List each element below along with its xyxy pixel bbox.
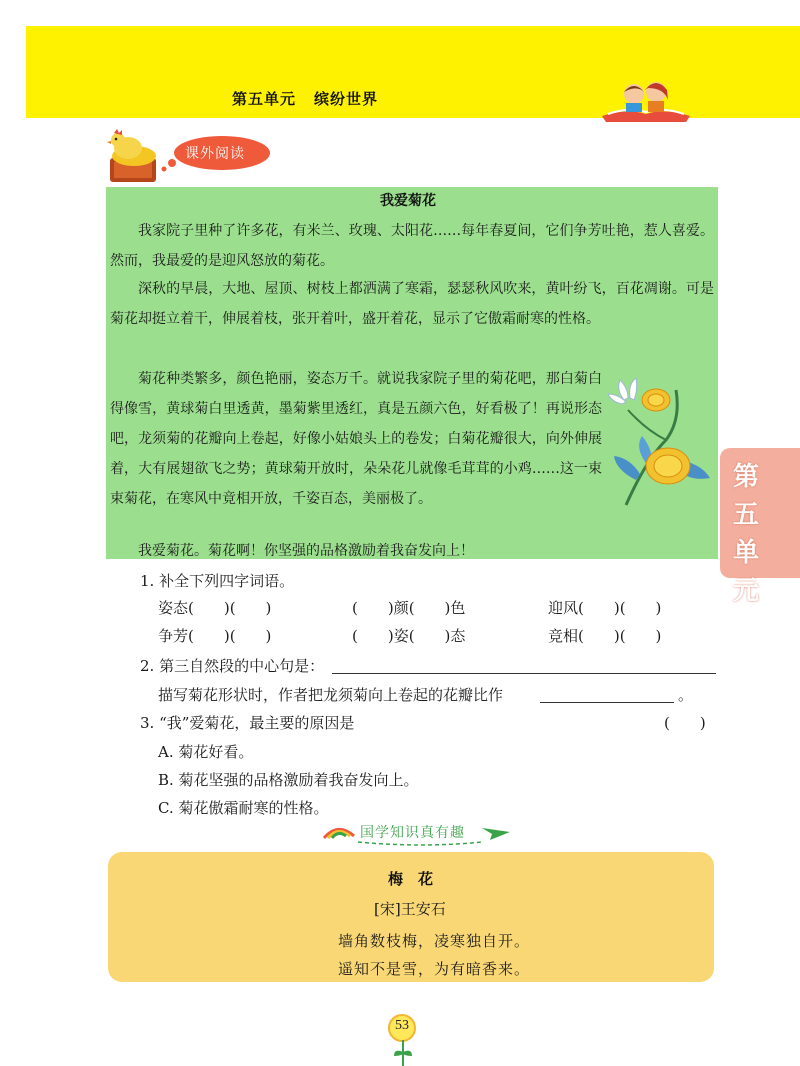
question-3-option-c: C. 菊花傲霜耐寒的性格。 (158, 799, 329, 817)
question-3-option-a: A. 菊花好看。 (158, 743, 254, 761)
q1-item: 迎风( )( ) (548, 599, 662, 617)
reading-label: 课外阅读 (185, 146, 245, 162)
poem-line-2: 遥知不是雪，为有暗香来。 (338, 960, 531, 978)
chrysanthemum-illustration (606, 370, 718, 510)
question-3-stem: 3. “我”爱菊花，最主要的原因是 (140, 714, 355, 732)
unit-name: 第五单元 (232, 90, 297, 108)
poem-title: 梅 花 (388, 870, 434, 888)
passage-title: 我爱菊花 (380, 193, 436, 209)
flower-stem-icon (392, 1040, 414, 1066)
passage-paragraph-4: 我爱菊花。菊花啊！你坚强的品格激励着我奋发向上！ (138, 543, 474, 559)
passage-paragraph-2: 深秋的早晨，大地、屋顶、树枝上都洒满了寒霜，瑟瑟秋风吹来，黄叶纷飞，百花凋谢。可是菊花却挺立着干，伸展着枝，张开着叶，盛开着花，显示了它傲霜耐寒的性格。 (110, 281, 714, 327)
q1-item: 争芳( )( ) (158, 627, 272, 645)
question-3-answer-bracket: ( ) (664, 714, 706, 732)
unit-title (232, 88, 378, 109)
unit-theme: 缤纷世界 (314, 90, 379, 108)
question-2-line-2: 描写菊花形状时，作者把龙须菊向上卷起的花瓣比作 (158, 686, 504, 704)
kids-reading-illustration (598, 74, 694, 122)
q1-item: 竞相( )( ) (548, 627, 662, 645)
q1-item: ( )姿( )态 (352, 627, 466, 645)
page-number: 53 (395, 1018, 409, 1033)
fun-banner-text: 国学知识真有趣 (360, 825, 465, 841)
hen-basket-icon (104, 128, 164, 184)
q1-item: 姿态( )( ) (158, 599, 272, 617)
passage-paragraph-3: 菊花种类繁多，颜色艳丽，姿态万千。就说我家院子里的菊花吧，那白菊白得像雪，黄球菊白里透黄，墨菊紫里透红，真是五颜六色，好看极了！再说形态吧，龙须菊的花瓣向上卷起，好像小姑娘头上的卷发；白菊花瓣很大，向外伸展着，大有展翅欲飞之势；黄球菊开放时，朵朵花儿就像毛茸茸的小鸡……这一束束菊花，在寒风中竟相开放，千姿百态，美丽极了。 (110, 371, 602, 507)
question-2-line-1: 2. 第三自然段的中心句是： (140, 657, 325, 675)
answer-line (540, 702, 674, 703)
question-2-end: 。 (678, 686, 694, 704)
poem-author: [宋]王安石 (374, 900, 446, 918)
question-3-option-b: B. 菊花坚强的品格激励着我奋发向上。 (158, 771, 419, 789)
answer-line (332, 673, 716, 674)
poem-line-1: 墙角数枝梅，凌寒独自开。 (338, 932, 531, 950)
passage-paragraph-1: 我家院子里种了许多花，有米兰、玫瑰、太阳花……每年春夏间，它们争芳吐艳，惹人喜爱。然而，我最爱的是迎风怒放的菊花。 (110, 223, 714, 269)
q1-item: ( )颜( )色 (352, 599, 466, 617)
side-unit-tab-label: 第五单元 (732, 462, 759, 606)
question-1-stem: 1. 补全下列四字词语。 (140, 572, 295, 590)
